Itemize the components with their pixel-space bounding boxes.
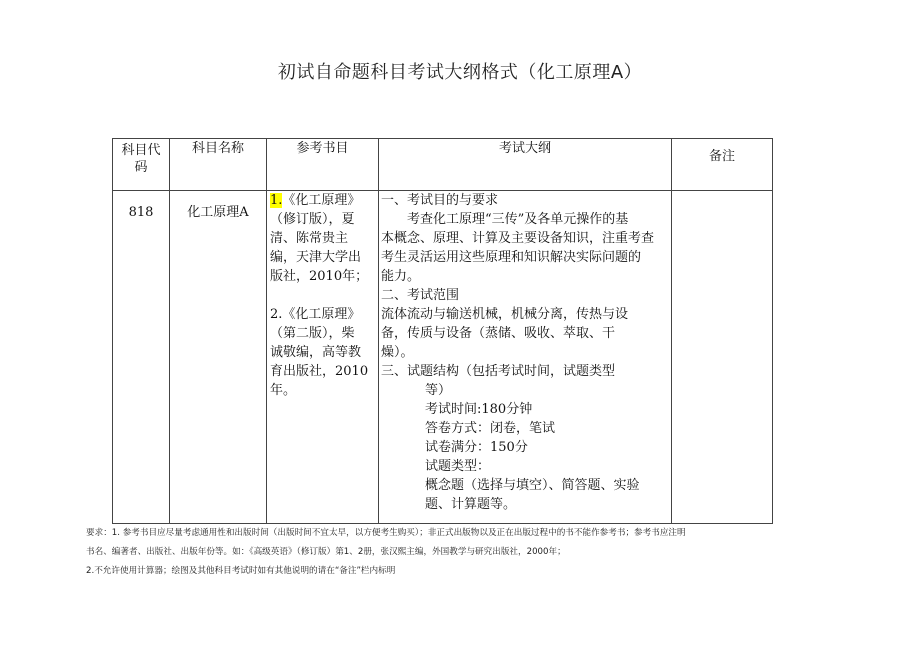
section-2-line: 燥）。	[381, 345, 414, 360]
exam-outline-cell	[379, 191, 672, 524]
table-header-row	[113, 139, 773, 191]
book-1-line: 清、陈常贵主	[270, 231, 349, 246]
page-title: 初试自命题科目考试大纲格式（化工原理A）	[277, 62, 643, 83]
book-2-line: 2.《化工原理》	[270, 307, 361, 322]
book-1-line: 《化工原理》	[282, 193, 361, 208]
answer-method: 答卷方式：闭卷，笔试	[425, 421, 556, 436]
section-1-line: 能力。	[381, 269, 421, 284]
note-line: 2.不允许使用计算器；绘图及其他科目考试时如有其他说明的请在“备注”栏内标明	[86, 566, 396, 576]
reference-books-cell	[267, 191, 379, 524]
note-line: 书名、编著者、出版社、出版年份等。如：《高级英语》（修订版）第1、2册，张汉熙主编，外国教学与研究出版社，2000年；	[86, 547, 566, 557]
book-1-line: 编，天津大学出	[270, 250, 362, 265]
header-remark: 备注	[672, 139, 773, 191]
section-2-line: 流体流动与输送机械，机械分离，传热与设	[381, 307, 629, 322]
section-2-title: 二、考试范围	[381, 288, 460, 303]
section-3-title-cont: 等）	[425, 383, 452, 398]
book-1-number: 1.	[270, 193, 283, 208]
table-row	[113, 191, 773, 524]
header-reference-books: 参考书目	[267, 139, 379, 191]
header-code-line1: 科目代	[121, 143, 161, 158]
book-2-line: 年。	[270, 383, 297, 398]
header-code-line2: 码	[134, 160, 148, 175]
question-types-line: 概念题（选择与填空）、简答题、实验	[425, 478, 640, 493]
header-exam-outline: 考试大纲	[379, 139, 672, 191]
note-line: 要求：1. 参考书目应尽量考虑通用性和出版时间（出版时间不宜太早，以方便考生购买）；非正式出版物以及正在出版过程中的书不能作参考书；参考书应注明	[86, 528, 686, 538]
syllabus-table	[112, 138, 773, 524]
section-1-line: 考查化工原理“三传”及各单元操作的基	[407, 212, 629, 227]
header-subject-name: 科目名称	[170, 139, 267, 191]
subject-code: 818	[113, 191, 170, 524]
book-2-line: 育出版社，2010	[270, 364, 369, 379]
question-types-label: 试题类型：	[425, 459, 491, 474]
header-subject-code	[113, 139, 170, 191]
section-1-line: 考生灵活运用这些原理和知识解决实际问题的	[381, 250, 642, 265]
spacer	[270, 286, 376, 305]
full-score: 试卷满分：150分	[425, 440, 528, 455]
remark-cell	[672, 191, 773, 524]
section-1-line: 本概念、原理、计算及主要设备知识，注重考查	[381, 231, 655, 246]
requirements-notes	[86, 524, 846, 581]
book-1-line: （修订版），夏	[270, 212, 355, 227]
book-1	[270, 191, 376, 286]
section-2-line: 备，传质与设备（蒸储、吸收、萃取、干	[381, 326, 616, 341]
subject-name: 化工原理A	[170, 191, 267, 524]
book-2-line: 诚敬编，高等教	[270, 345, 362, 360]
question-types-line: 题、计算题等。	[425, 497, 517, 512]
section-3-title: 三、试题结构（包括考试时间，试题类型	[381, 364, 616, 379]
section-1-title: 一、考试目的与要求	[381, 193, 499, 208]
book-2	[270, 305, 376, 400]
book-2-line: （第二版），柴	[270, 326, 355, 341]
book-1-line: 版社，2010年；	[270, 269, 369, 284]
exam-duration: 考试时间:180分钟	[425, 402, 533, 417]
